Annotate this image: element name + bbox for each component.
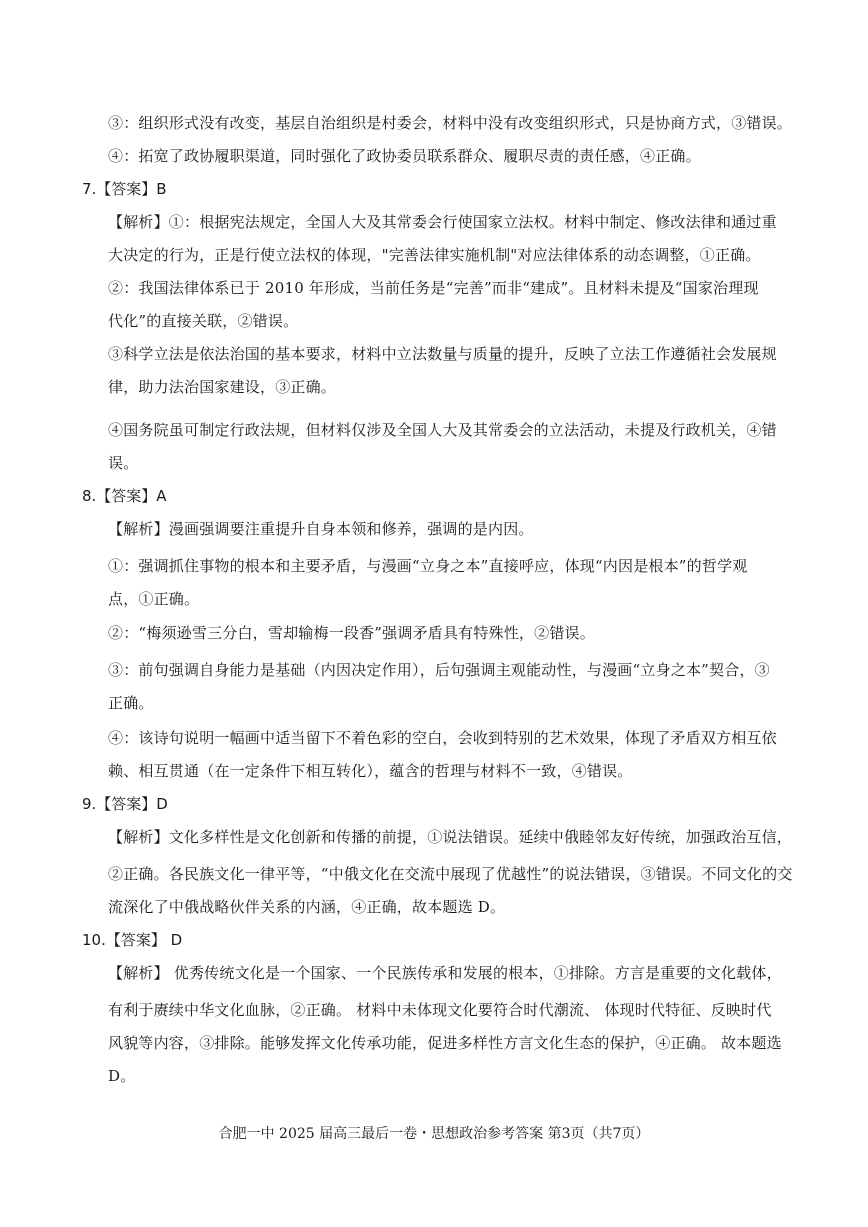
q10-analysis-line: D。 <box>108 1067 136 1085</box>
q7-option-2-line: ②：我国法律体系已于 2010 年形成，当前任务是“完善”而非“建成”。且材料未提及“国家治理现 <box>108 279 759 297</box>
page-footer: 合肥一中 2025 届高三最后一卷・思想政治参考答案 第3页（共7页） <box>218 1126 650 1142</box>
q7-option-4-line: 误。 <box>108 454 139 472</box>
q9-analysis-line: 流深化了中俄战略伙伴关系的内涵，④正确，故本题选 D。 <box>108 898 506 916</box>
q7-answer-heading: 7.【答案】B <box>82 180 167 198</box>
q8-option-2-line: ②：“梅须逊雪三分白，雪却输梅一段香”强调矛盾具有特殊性，②错误。 <box>108 624 595 642</box>
q9-answer-heading: 9.【答案】D <box>82 795 168 813</box>
q10-analysis-line: 风貌等内容，③排除。能够发挥文化传承功能，促进多样性方言文化生态的保护，④正确。 故本题选 <box>108 1034 782 1052</box>
q7-analysis-line: 大决定的行为，正是行使立法权的体现，"完善法律实施机制"对应法律体系的动态调整，①正确。 <box>108 246 761 264</box>
q7-option-2-line: 代化”的直接关联，②错误。 <box>108 312 299 330</box>
q10-analysis-line: 有利于赓续中华文化血脉，②正确。 材料中未体现文化要符合时代潮流、 体现时代特征、反映时代 <box>108 1001 772 1019</box>
q7-option-4-line: ④国务院虽可制定行政法规，但材料仅涉及全国人大及其常委会的立法活动，未提及行政机关，④错 <box>108 421 777 439</box>
q8-option-3-line: ③：前句强调自身能力是基础（内因决定作用），后句强调主观能动性，与漫画“立身之本”契合，③ <box>108 661 770 679</box>
q10-answer-heading: 10.【答案】 D <box>82 931 183 949</box>
q9-analysis-line: 【解析】文化多样性是文化创新和传播的前提，①说法错误。延续中俄睦邻友好传统，加强政治互信， <box>108 828 793 846</box>
q7-option-3-line: 律，助力法治国家建设，③正确。 <box>108 378 337 396</box>
q8-answer-heading: 8.【答案】A <box>82 487 167 505</box>
q8-option-4-line: 赖、相互贯通（在一定条件下相互转化），蕴含的哲理与材料不一致，④错误。 <box>108 762 633 780</box>
q10-analysis-line: 【解析】 优秀传统文化是一个国家、一个民族传承和发展的根本，①排除。方言是重要的文化载体， <box>108 964 782 982</box>
q9-analysis-line: ②正确。各民族文化一律平等，“中俄文化在交流中展现了优越性”的说法错误，③错误。不同文化的交 <box>108 865 793 883</box>
q8-option-1-line: 点，①正确。 <box>108 590 200 608</box>
q8-option-4-line: ④：该诗句说明一幅画中适当留下不着色彩的空白，会收到特别的艺术效果，体现了矛盾双方相互依 <box>108 729 777 747</box>
q7-option-3-line: ③科学立法是依法治国的基本要求，材料中立法数量与质量的提升，反映了立法工作遵循社会发展规 <box>108 345 777 363</box>
q8-analysis-line: 【解析】漫画强调要注重提升自身本领和修养，强调的是内因。 <box>108 520 534 538</box>
q6-option-3: ③：组织形式没有改变，基层自治组织是村委会，材料中没有改变组织形式，只是协商方式，③错误。 <box>108 114 793 132</box>
q7-analysis-line: 【解析】①：根据宪法规定，全国人大及其常委会行使国家立法权。材料中制定、修改法律和通过重 <box>108 213 777 231</box>
q8-option-3-line: 正确。 <box>108 694 154 712</box>
q6-option-4: ④：拓宽了政协履职渠道，同时强化了政协委员联系群众、履职尽责的责任感，④正确。 <box>108 147 701 165</box>
q8-option-1-line: ①：强调抓住事物的根本和主要矛盾，与漫画“立身之本”直接呼应，体现“内因是根本”的哲学观 <box>108 557 748 575</box>
